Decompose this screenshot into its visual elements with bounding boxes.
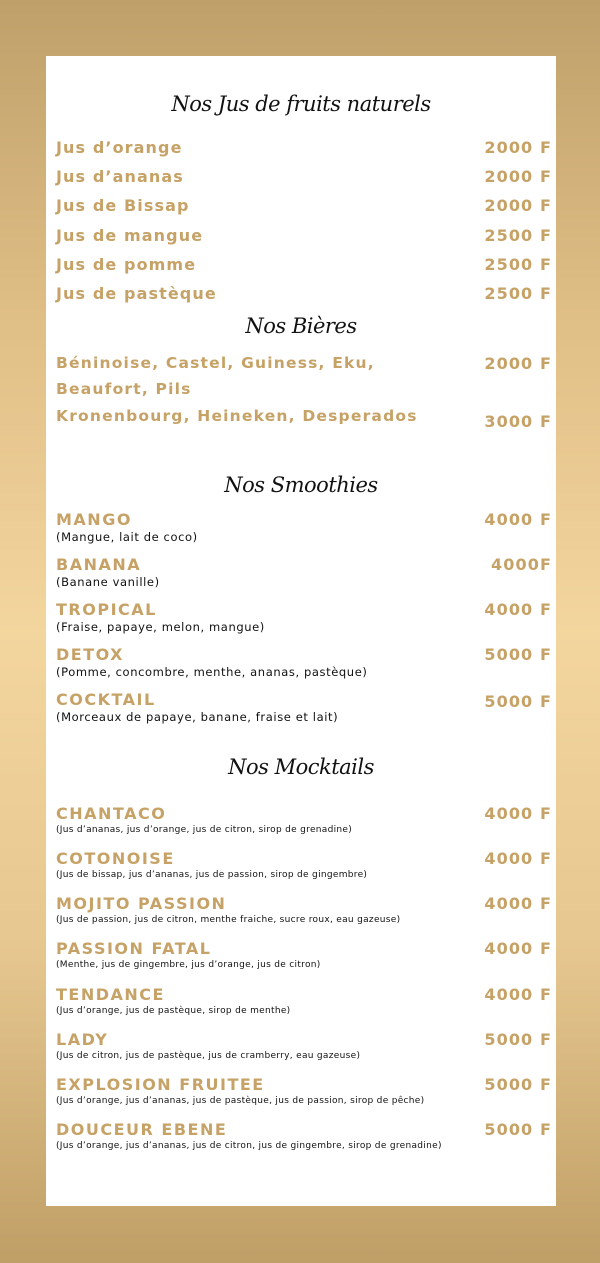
- item-price: 4000F: [491, 555, 552, 574]
- item-name: DOUCEUR EBENE: [56, 1120, 228, 1139]
- item-price: 3000 F: [484, 412, 552, 431]
- menu-card: [46, 56, 556, 1206]
- item-name: TROPICAL: [56, 600, 157, 619]
- item-price: 2000 F: [484, 196, 552, 215]
- item-price: 5000 F: [484, 1030, 552, 1049]
- item-name: Béninoise, Castel, Guiness, Eku,: [56, 354, 375, 372]
- item-price: 5000 F: [484, 1120, 552, 1139]
- item-price: 2500 F: [484, 226, 552, 245]
- item-description: (Morceaux de papaye, banane, fraise et lait): [56, 710, 339, 724]
- item-description: (Jus de citron, jus de pastèque, jus de cramberry, eau gazeuse): [56, 1051, 361, 1061]
- item-description: (Jus d’ananas, jus d’orange, jus de citron, sirop de grenadine): [56, 825, 353, 835]
- item-name: Kronenbourg, Heineken, Desperados: [56, 407, 418, 425]
- item-name: Jus de pastèque: [56, 284, 217, 303]
- item-price: 5000 F: [484, 1075, 552, 1094]
- item-description: (Pomme, concombre, menthe, ananas, pastèque): [56, 665, 368, 679]
- item-price: 4000 F: [484, 939, 552, 958]
- section-title-juices: Nos Jus de fruits naturels: [171, 92, 431, 116]
- item-name-line2: Beaufort, Pils: [56, 380, 192, 398]
- section-title-smoothies: Nos Smoothies: [224, 473, 378, 497]
- item-description: (Jus de passion, jus de citron, menthe fraiche, sucre roux, eau gazeuse): [56, 915, 401, 925]
- item-name: BANANA: [56, 555, 142, 574]
- item-price: 4000 F: [484, 849, 552, 868]
- item-price: 4000 F: [484, 510, 552, 529]
- item-description: (Menthe, jus de gingembre, jus d’orange, jus de citron): [56, 960, 321, 970]
- item-name: Jus de mangue: [56, 226, 204, 245]
- item-name: MANGO: [56, 510, 132, 529]
- section-title-beers: Nos Bières: [245, 314, 357, 338]
- item-price: 2500 F: [484, 255, 552, 274]
- item-price: 4000 F: [484, 600, 552, 619]
- item-description: (Jus d’orange, jus d’ananas, jus de pastèque, jus de passion, sirop de pêche): [56, 1096, 425, 1106]
- item-name: Jus d’ananas: [56, 167, 184, 186]
- item-price: 4000 F: [484, 804, 552, 823]
- item-name: Jus d’orange: [56, 138, 183, 157]
- item-price: 2500 F: [484, 284, 552, 303]
- item-price: 2000 F: [484, 354, 552, 373]
- item-description: (Jus de bissap, jus d’ananas, jus de passion, sirop de gingembre): [56, 870, 368, 880]
- item-name: Jus de Bissap: [56, 196, 190, 215]
- item-description: (Fraise, papaye, melon, mangue): [56, 620, 265, 634]
- item-name: PASSION FATAL: [56, 939, 212, 958]
- item-price: 4000 F: [484, 985, 552, 1004]
- item-price: 5000 F: [484, 645, 552, 664]
- item-name: CHANTACO: [56, 804, 167, 823]
- item-price: 4000 F: [484, 894, 552, 913]
- item-price: 5000 F: [484, 692, 552, 711]
- item-name: LADY: [56, 1030, 109, 1049]
- item-description: (Jus d’orange, jus d’ananas, jus de citron, jus de gingembre, sirop de grenadine): [56, 1141, 442, 1151]
- item-name: DETOX: [56, 645, 124, 664]
- item-name: COCKTAIL: [56, 690, 156, 709]
- item-name: COTONOISE: [56, 849, 175, 868]
- item-name: Jus de pomme: [56, 255, 197, 274]
- section-title-mocktails: Nos Mocktails: [228, 755, 374, 779]
- item-description: (Mangue, lait de coco): [56, 530, 198, 544]
- item-price: 2000 F: [484, 138, 552, 157]
- item-name: EXPLOSION FRUITEE: [56, 1075, 265, 1094]
- item-name: TENDANCE: [56, 985, 165, 1004]
- item-description: (Banane vanille): [56, 575, 160, 589]
- item-description: (Jus d’orange, jus de pastèque, sirop de menthe): [56, 1006, 291, 1016]
- item-name: MOJITO PASSION: [56, 894, 227, 913]
- item-price: 2000 F: [484, 167, 552, 186]
